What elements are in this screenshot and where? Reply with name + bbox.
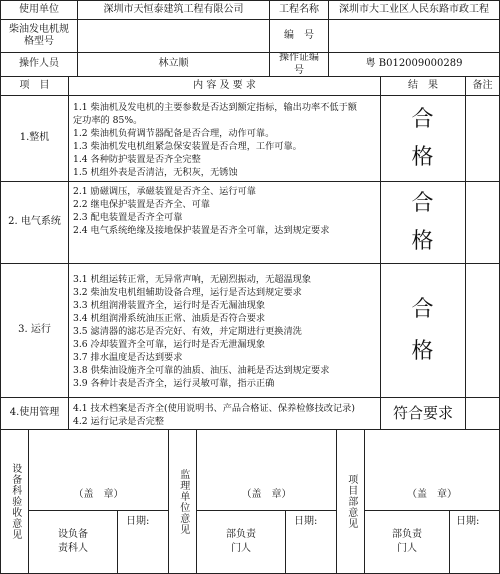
requirement-line: 2.2 继电保护装置是否齐全、可靠: [73, 199, 210, 210]
section-requirements-4: [68, 397, 381, 430]
project-dept-stamp: （盖 章）: [364, 429, 500, 511]
serial-value: [328, 19, 500, 53]
cert-label: 操作证编号: [269, 52, 329, 77]
section-result-3: 合 格: [380, 263, 466, 398]
requirement-line: 3.9 各种计表是否齐全，运行灵敏可靠，指示正确: [73, 378, 275, 389]
project-name-value: 深圳市大工业区人民东路市政工程: [328, 0, 500, 20]
serial-label: 编 号: [269, 19, 329, 53]
section-note-3: [465, 263, 500, 398]
requirement-line: 2.4 电气系统绝缘及接地保护装置是否齐全可靠，达到规定要求: [73, 225, 330, 236]
requirement-line: 3.1 机组运转正常，无异常声响，无剧烈振动，无超温现象: [73, 274, 312, 285]
operator-label: 操作人员: [0, 52, 78, 77]
requirement-line: 1.1 柴油机及发电机的主要参数是否达到额定指标，输出功率不低于额: [73, 101, 357, 113]
section-result-4: 符合要求: [380, 397, 466, 430]
column-header-item: 项 目: [0, 76, 69, 96]
supervision-date: 日期:: [285, 510, 337, 574]
requirement-line: 1.4 各种防护装置是否齐全完整: [73, 153, 201, 165]
requirement-line: 2.3 配电装置是否齐全可靠: [73, 212, 183, 223]
requirement-line: 3.4 机组润滑系统油压正常、油质是否符合要求: [73, 313, 266, 324]
section-note-1: [465, 95, 500, 182]
cert-value: 粤 B012009000289: [328, 52, 500, 77]
requirement-line: 定功率的 85%。: [73, 114, 143, 126]
requirement-line: 3.6 冷却装置齐全可靠，运行时是否无泄漏现象: [73, 339, 266, 350]
section-title-4: 4.使用管理: [0, 397, 69, 430]
section-result-2: 合 格: [380, 181, 466, 264]
project-dept-opinion-label: 项目部意见: [336, 429, 365, 574]
genset-model-value: [77, 19, 270, 53]
equipment-person-label: 设负备责科人: [28, 510, 118, 574]
supervision-stamp: （盖 章）: [196, 429, 337, 511]
section-title-3: 3. 运行: [0, 263, 69, 398]
equipment-date: 日期:: [117, 510, 169, 574]
requirement-line: 1.3 柴油机发电机组紧急保安装置是否合理，工作可靠。: [73, 140, 302, 152]
project-name-label: 工程名称: [269, 0, 329, 20]
requirement-line: 3.2 柴油发电机组辅助设备合理，运行是否达到规定要求: [73, 287, 302, 298]
equipment-dept-stamp: （盖 章）: [28, 429, 169, 511]
section-title-1: 1.整机: [0, 95, 69, 182]
project-person-label: 部负责门人: [364, 510, 450, 574]
user-unit-value: 深圳市天恒泰建筑工程有限公司: [77, 0, 270, 20]
supervision-person-label: 部负责门人: [196, 510, 286, 574]
column-header-note: 备注: [465, 76, 500, 96]
requirement-line: 2.1 励磁调压，承磁装置是否齐全、运行可靠: [73, 186, 256, 197]
requirement-line: 3.7 排水温度是否达到要求: [73, 352, 183, 363]
section-requirements-1: [68, 95, 381, 182]
section-requirements-2: [68, 181, 381, 264]
section-note-4: [465, 397, 500, 430]
requirement-line: 3.3 机组润滑装置齐全，运行时是否无漏油现象: [73, 300, 266, 311]
requirement-line: 4.1 技术档案是否齐全(使用说明书、产品合格证、保养检修技改记录): [73, 402, 355, 414]
equipment-dept-opinion-label: 设备科验收意见: [0, 429, 29, 574]
section-note-2: [465, 181, 500, 264]
user-unit-label: 使用单位: [0, 0, 78, 20]
requirement-line: 4.2 运行记录是否完整: [73, 415, 165, 427]
section-result-1: 合 格: [380, 95, 466, 182]
requirement-line: 3.5 滤清器的滤芯是否完好、有效，并定期进行更换清洗: [73, 326, 302, 337]
requirement-line: 3.8 供柴油设施齐全可靠的油质、油压、油耗是否达到规定要求: [73, 365, 330, 376]
column-header-result: 结 果: [380, 76, 466, 96]
requirement-line: 1.5 机组外表是否清洁，无积灰，无锈蚀: [73, 166, 238, 178]
section-title-2: 2. 电气系统: [0, 181, 69, 264]
requirement-line: 1.2 柴油机负荷调节器配备是否合理，动作可靠。: [73, 127, 275, 139]
section-requirements-3: [68, 263, 381, 398]
project-date: 日期:: [449, 510, 500, 574]
supervision-opinion-label: 监理单位意见: [168, 429, 197, 574]
operator-value: 林立顺: [77, 52, 270, 77]
genset-model-label: 柴油发电机规格型号: [0, 19, 78, 53]
column-header-content: 内 容 及 要 求: [68, 76, 381, 96]
